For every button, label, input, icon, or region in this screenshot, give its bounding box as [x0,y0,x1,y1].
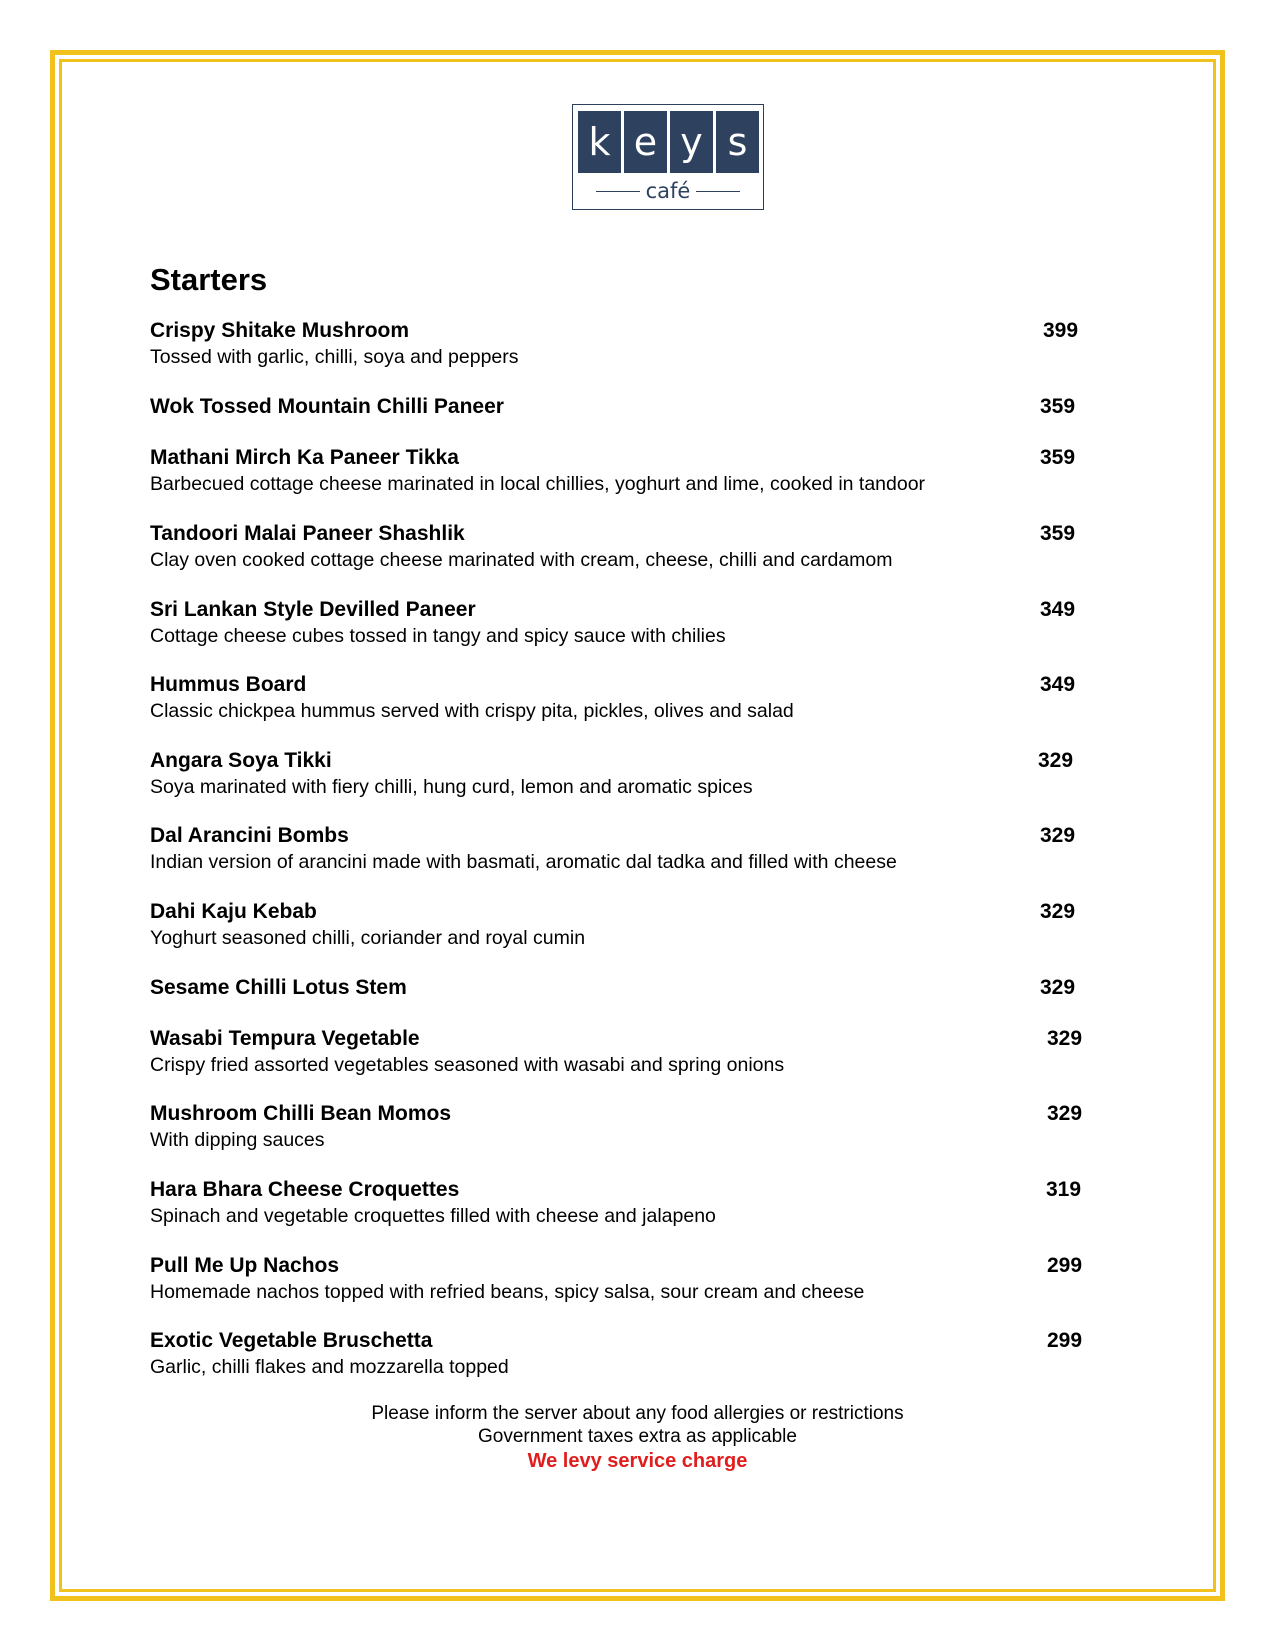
menu-item-description: Indian version of arancini made with basmati, aromatic dal tadka and filled with cheese [150,851,897,873]
menu-item-name: Sesame Chilli Lotus Stem [150,976,407,999]
menu-item [150,1101,1090,1153]
logo-letters [578,111,759,173]
section-title: Starters [150,262,268,297]
logo-letter-y: y [670,111,713,173]
menu-item [150,1328,1090,1380]
menu-item-name: Crispy Shitake Mushroom [150,319,410,342]
menu-item [150,1026,1090,1078]
keys-cafe-logo [572,104,764,210]
menu-item [150,672,1090,724]
menu-item-description: Tossed with garlic, chilli, soya and peppers [150,346,519,368]
menu-item [150,748,1090,800]
menu-item-price: 299 [1047,1254,1083,1277]
menu-item-description: Barbecued cottage cheese marinated in local chillies, yoghurt and lime, cooked in tandoor [150,473,926,495]
menu-item-price: 319 [1046,1178,1082,1201]
menu-item-name: Dal Arancini Bombs [150,824,349,847]
logo-subtitle [573,178,763,204]
logo-letter-s: s [716,111,759,173]
service-charge-note: We levy service charge [527,1450,748,1472]
menu-item-price: 359 [1040,446,1076,469]
menu-item-price: 359 [1040,522,1076,545]
logo-rule-left [596,191,640,192]
menu-item-description: Spinach and vegetable croquettes filled with cheese and jalapeno [150,1205,716,1227]
menu-item-description: Cottage cheese cubes tossed in tangy and spicy sauce with chilies [150,625,726,647]
menu-item-name: Hummus Board [150,673,307,696]
tax-note: Government taxes extra as applicable [478,1426,797,1447]
logo-rule-right [696,191,740,192]
menu-item [150,1177,1090,1229]
menu-item-price: 329 [1038,749,1074,772]
menu-item [150,394,1090,420]
menu-item-description: Soya marinated with fiery chilli, hung curd, lemon and aromatic spices [150,776,753,798]
menu-item-description: Yoghurt seasoned chilli, coriander and royal cumin [150,927,586,949]
menu-item-price: 359 [1040,395,1076,418]
menu-item [150,597,1090,649]
menu-item-name: Mathani Mirch Ka Paneer Tikka [150,446,459,469]
menu-item-name: Exotic Vegetable Bruschetta [150,1329,433,1352]
menu-item-name: Dahi Kaju Kebab [150,900,317,923]
menu-item-name: Wok Tossed Mountain Chilli Paneer [150,395,504,418]
menu-item-price: 299 [1047,1329,1083,1352]
menu-item [150,318,1090,370]
menu-item-price: 329 [1040,976,1076,999]
menu-item-name: Wasabi Tempura Vegetable [150,1027,420,1050]
menu-item [150,521,1090,573]
menu-item-price: 349 [1040,598,1076,621]
menu-item-description: Crispy fried assorted vegetables seasoned with wasabi and spring onions [150,1054,785,1076]
menu-item-name: Hara Bhara Cheese Croquettes [150,1178,460,1201]
menu-item-description: Homemade nachos topped with refried beans, spicy salsa, sour cream and cheese [150,1281,865,1303]
menu-item [150,823,1090,875]
menu-item-name: Angara Soya Tikki [150,749,332,772]
logo-subtitle-text: café [645,179,691,203]
menu-item-price: 329 [1047,1102,1083,1125]
logo-letter-e: e [624,111,667,173]
menu-item-name: Pull Me Up Nachos [150,1254,340,1277]
menu-item-price: 399 [1043,319,1079,342]
menu-item-name: Tandoori Malai Paneer Shashlik [150,522,465,545]
menu-item-name: Mushroom Chilli Bean Momos [150,1102,452,1125]
allergy-note: Please inform the server about any food allergies or restrictions [371,1403,904,1424]
menu-item [150,899,1090,951]
menu-item [150,1253,1090,1305]
menu-item-description: Clay oven cooked cottage cheese marinated with cream, cheese, chilli and cardamom [150,549,893,571]
menu-item-price: 349 [1040,673,1076,696]
menu-item-description: Classic chickpea hummus served with crispy pita, pickles, olives and salad [150,700,794,722]
menu-item-description: Garlic, chilli flakes and mozzarella topped [150,1356,509,1378]
logo-letter-k: k [578,111,621,173]
menu-item-price: 329 [1040,824,1076,847]
menu-item [150,445,1090,497]
menu-item-description: With dipping sauces [150,1129,325,1151]
menu-item-name: Sri Lankan Style Devilled Paneer [150,598,476,621]
menu-item [150,975,1090,1001]
menu-item-price: 329 [1040,900,1076,923]
menu-item-price: 329 [1047,1027,1083,1050]
